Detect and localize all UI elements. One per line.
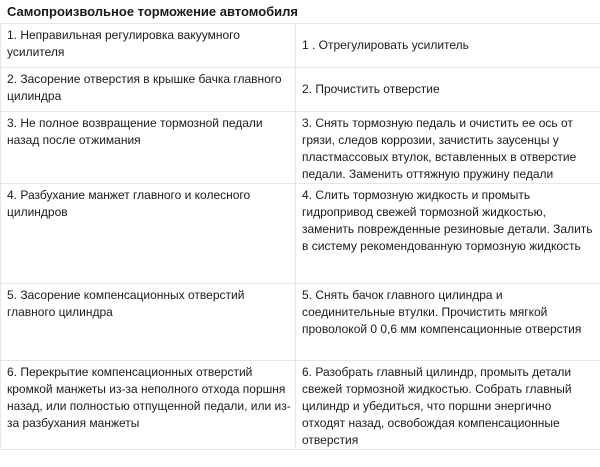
table-row [1, 68, 600, 112]
cause-cell: 4. Разбухание манжет главного и колесного цилиндров [1, 184, 296, 284]
cause-cell: 2. Засорение отверстия в крышке бачка главного цилиндра [1, 68, 296, 112]
remedy-cell: 1 . Отрегулировать усилитель [296, 24, 600, 68]
table-row [1, 184, 600, 284]
remedy-cell: 3. Снять тормозную педаль и очистить ее ось от грязи, следов коррозии, зачистить заусенцы у пластмассовых втулок, вставленных в отверстие педали. Заменить оттяжную пружину педали [296, 112, 600, 184]
remedy-cell: 6. Разобрать главный цилиндр, промыть детали свежей тормозной жидкостью. Собрать главный цилиндр и убедиться, что поршни энергично отходят назад, освобождая компенсационные отверстия [296, 361, 600, 450]
cause-cell: 1. Неправильная регулировка вакуумного усилителя [1, 24, 296, 68]
table-row [1, 24, 600, 68]
table-row [1, 284, 600, 361]
table-row [1, 112, 600, 184]
cause-cell: 3. Не полное возвращение тормозной педали назад после отжимания [1, 112, 296, 184]
table-row [1, 361, 600, 450]
page-title: Самопроизвольное торможение автомобиля [7, 4, 299, 19]
remedy-cell: 4. Слить тормозную жидкость и промыть гидропривод свежей тормозной жидкостью, заменить поврежденные резиновые детали. Залить в систему рекомендованную тормозную жидкость [296, 184, 600, 284]
remedy-cell: 5. Снять бачок главного цилиндра и соединительные втулки. Прочистить мягкой проволокой 0 0,6 мм компенсационные отверстия [296, 284, 600, 361]
cause-cell: 5. Засорение компенсационных отверстий главного цилиндра [1, 284, 296, 361]
cause-cell: 6. Перекрытие компенсационных отверстий кромкой манжеты из-за неполного отхода поршня назад, или полностью отпущенной педали, или из-за разбухания манжеты [1, 361, 296, 450]
fault-table [0, 23, 600, 450]
remedy-cell: 2. Прочистить отверстие [296, 68, 600, 112]
